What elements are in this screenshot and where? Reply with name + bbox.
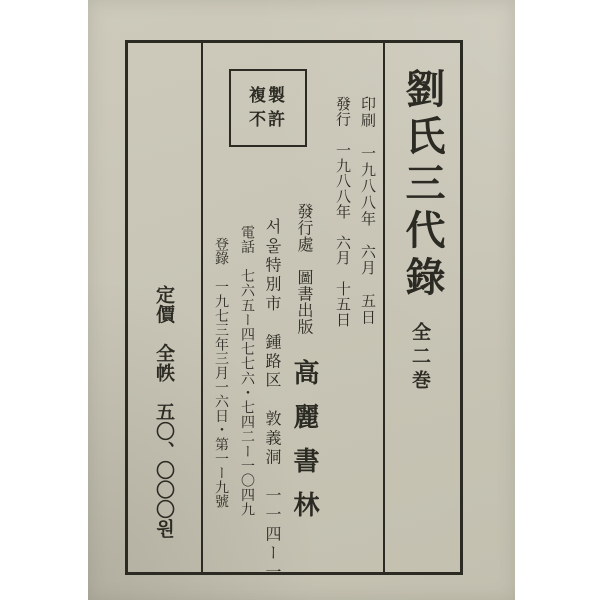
book-title: 劉氏三代錄: [399, 68, 446, 303]
phone-line: 電話 七六五ー四七七六・七四二ー一〇四九: [239, 225, 255, 517]
column-divider-right: [383, 43, 385, 572]
registration-line: 登錄 一九七三年三月一六日・第一ー九號: [213, 237, 229, 509]
issue-date-line: 發行 一九八八年 六月 十五日: [334, 96, 352, 327]
publisher-label: 發行處 圖書出版: [295, 203, 314, 335]
book-page-photo: [88, 0, 515, 600]
stamp-text-line1: 複製: [249, 85, 287, 106]
publisher-address-line: 서울特別市 鍾路区 敦義洞 一一四ー一: [263, 218, 282, 583]
colophon-frame: [125, 40, 463, 583]
price-line: 定價 全帙 五〇、〇〇〇원: [153, 285, 175, 539]
no-reproduction-stamp: [229, 69, 307, 147]
volume-note: 全二巻: [409, 322, 431, 394]
publisher-line: [291, 203, 317, 535]
column-divider-left: [201, 43, 203, 572]
print-date-line: 印刷 一九八八年 六月 五日: [359, 96, 377, 326]
publisher-name: 高麗書林: [289, 359, 319, 535]
stamp-text-line2: 不許: [249, 109, 287, 130]
